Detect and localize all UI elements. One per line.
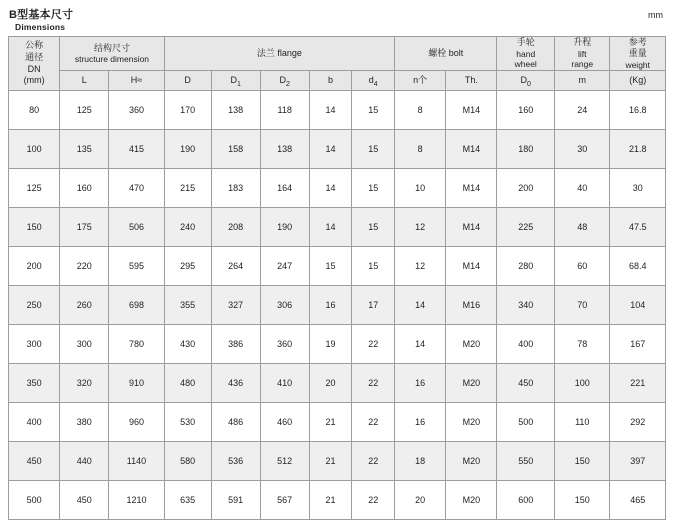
cell-m: 30 bbox=[555, 130, 610, 169]
cell-d4: 22 bbox=[352, 403, 395, 442]
cell-b: 21 bbox=[309, 403, 352, 442]
cell-dn: 400 bbox=[9, 403, 60, 442]
cell-D2: 118 bbox=[260, 91, 309, 130]
cell-H: 506 bbox=[109, 208, 164, 247]
cell-L: 300 bbox=[60, 325, 109, 364]
cell-b: 14 bbox=[309, 130, 352, 169]
cell-b: 14 bbox=[309, 169, 352, 208]
cell-m: 40 bbox=[555, 169, 610, 208]
header-dn: 公称 通径 DN (mm) bbox=[9, 37, 60, 91]
cell-bolt-count: 20 bbox=[395, 481, 446, 520]
cell-L: 220 bbox=[60, 247, 109, 286]
cell-kg: 16.8 bbox=[610, 91, 666, 130]
cell-b: 21 bbox=[309, 442, 352, 481]
cell-D2: 138 bbox=[260, 130, 309, 169]
cell-d4: 15 bbox=[352, 130, 395, 169]
cell-D1: 327 bbox=[211, 286, 260, 325]
header-m: m bbox=[555, 71, 610, 91]
header-D1: $D_1$ bbox=[211, 71, 260, 91]
cell-m: 110 bbox=[555, 403, 610, 442]
cell-bolt-count: 10 bbox=[395, 169, 446, 208]
header-flange: 法兰 flange bbox=[164, 37, 394, 71]
cell-D1: 158 bbox=[211, 130, 260, 169]
cell-D0: 280 bbox=[497, 247, 555, 286]
table-row bbox=[9, 169, 666, 208]
cell-kg: 397 bbox=[610, 442, 666, 481]
cell-D: 530 bbox=[164, 403, 211, 442]
cell-d4: 15 bbox=[352, 208, 395, 247]
cell-D0: 180 bbox=[497, 130, 555, 169]
cell-D2: 360 bbox=[260, 325, 309, 364]
table-row bbox=[9, 364, 666, 403]
header-weight: 参考 重量 weight bbox=[610, 37, 666, 71]
cell-m: 24 bbox=[555, 91, 610, 130]
cell-dn: 500 bbox=[9, 481, 60, 520]
table-row bbox=[9, 247, 666, 286]
cell-D: 355 bbox=[164, 286, 211, 325]
cell-d4: 17 bbox=[352, 286, 395, 325]
cell-kg: 68.4 bbox=[610, 247, 666, 286]
cell-thread: M14 bbox=[446, 208, 497, 247]
cell-thread: M20 bbox=[446, 403, 497, 442]
cell-D1: 486 bbox=[211, 403, 260, 442]
cell-D1: 386 bbox=[211, 325, 260, 364]
table-body bbox=[9, 91, 666, 520]
header-lift-range: 升程 lift range bbox=[555, 37, 610, 71]
cell-H: 595 bbox=[109, 247, 164, 286]
cell-H: 360 bbox=[109, 91, 164, 130]
cell-D0: 500 bbox=[497, 403, 555, 442]
cell-d4: 15 bbox=[352, 169, 395, 208]
cell-b: 15 bbox=[309, 247, 352, 286]
cell-H: 1210 bbox=[109, 481, 164, 520]
cell-L: 135 bbox=[60, 130, 109, 169]
table-row bbox=[9, 481, 666, 520]
cell-L: 380 bbox=[60, 403, 109, 442]
cell-D: 190 bbox=[164, 130, 211, 169]
cell-D2: 460 bbox=[260, 403, 309, 442]
cell-D0: 600 bbox=[497, 481, 555, 520]
cell-bolt-count: 16 bbox=[395, 403, 446, 442]
header-handwheel: 手轮 hand wheel bbox=[497, 37, 555, 71]
cell-bolt-count: 12 bbox=[395, 247, 446, 286]
cell-m: 60 bbox=[555, 247, 610, 286]
cell-dn: 350 bbox=[9, 364, 60, 403]
header-D2: $D_2$ bbox=[260, 71, 309, 91]
cell-L: 320 bbox=[60, 364, 109, 403]
cell-bolt-count: 14 bbox=[395, 325, 446, 364]
cell-D2: 512 bbox=[260, 442, 309, 481]
cell-H: 1140 bbox=[109, 442, 164, 481]
cell-dn: 80 bbox=[9, 91, 60, 130]
cell-D2: 247 bbox=[260, 247, 309, 286]
cell-L: 450 bbox=[60, 481, 109, 520]
cell-D1: 264 bbox=[211, 247, 260, 286]
cell-D0: 550 bbox=[497, 442, 555, 481]
table-row bbox=[9, 208, 666, 247]
cell-L: 160 bbox=[60, 169, 109, 208]
cell-H: 960 bbox=[109, 403, 164, 442]
header-bolt: 螺栓 bolt bbox=[395, 37, 497, 71]
cell-L: 260 bbox=[60, 286, 109, 325]
cell-D0: 225 bbox=[497, 208, 555, 247]
header-H: H≈ bbox=[109, 71, 164, 91]
cell-D1: 138 bbox=[211, 91, 260, 130]
cell-kg: 47.5 bbox=[610, 208, 666, 247]
cell-dn: 125 bbox=[9, 169, 60, 208]
cell-kg: 221 bbox=[610, 364, 666, 403]
dimensions-table bbox=[8, 36, 666, 520]
header-structure-dimension: 结构尺寸 structure dimension bbox=[60, 37, 165, 71]
cell-bolt-count: 12 bbox=[395, 208, 446, 247]
cell-thread: M14 bbox=[446, 169, 497, 208]
cell-bolt-count: 14 bbox=[395, 286, 446, 325]
cell-kg: 292 bbox=[610, 403, 666, 442]
cell-D1: 436 bbox=[211, 364, 260, 403]
table-row bbox=[9, 91, 666, 130]
cell-d4: 15 bbox=[352, 91, 395, 130]
header-sub-row bbox=[9, 71, 666, 91]
cell-b: 14 bbox=[309, 208, 352, 247]
cell-D2: 410 bbox=[260, 364, 309, 403]
cell-thread: M16 bbox=[446, 286, 497, 325]
cell-D0: 400 bbox=[497, 325, 555, 364]
cell-D: 170 bbox=[164, 91, 211, 130]
cell-dn: 300 bbox=[9, 325, 60, 364]
cell-D1: 183 bbox=[211, 169, 260, 208]
cell-dn: 150 bbox=[9, 208, 60, 247]
table-row bbox=[9, 403, 666, 442]
cell-bolt-count: 16 bbox=[395, 364, 446, 403]
cell-D0: 340 bbox=[497, 286, 555, 325]
cell-bolt-count: 8 bbox=[395, 130, 446, 169]
cell-b: 21 bbox=[309, 481, 352, 520]
cell-thread: M14 bbox=[446, 91, 497, 130]
cell-D: 580 bbox=[164, 442, 211, 481]
cell-m: 100 bbox=[555, 364, 610, 403]
cell-kg: 465 bbox=[610, 481, 666, 520]
cell-b: 16 bbox=[309, 286, 352, 325]
header-d4: $d_4$ bbox=[352, 71, 395, 91]
page-title-cn: B型基本尺寸 bbox=[9, 9, 74, 21]
cell-m: 78 bbox=[555, 325, 610, 364]
table-row bbox=[9, 442, 666, 481]
cell-d4: 22 bbox=[352, 325, 395, 364]
cell-D1: 536 bbox=[211, 442, 260, 481]
table-head bbox=[9, 37, 666, 91]
cell-D1: 591 bbox=[211, 481, 260, 520]
cell-H: 780 bbox=[109, 325, 164, 364]
header-group-row bbox=[9, 37, 666, 71]
header-D0: $D_0$ bbox=[497, 71, 555, 91]
table-row bbox=[9, 286, 666, 325]
cell-b: 19 bbox=[309, 325, 352, 364]
cell-D: 240 bbox=[164, 208, 211, 247]
cell-H: 910 bbox=[109, 364, 164, 403]
cell-b: 14 bbox=[309, 91, 352, 130]
cell-dn: 250 bbox=[9, 286, 60, 325]
cell-D: 295 bbox=[164, 247, 211, 286]
cell-D2: 567 bbox=[260, 481, 309, 520]
page-title bbox=[9, 6, 73, 32]
cell-m: 150 bbox=[555, 481, 610, 520]
cell-m: 150 bbox=[555, 442, 610, 481]
cell-D: 635 bbox=[164, 481, 211, 520]
cell-dn: 100 bbox=[9, 130, 60, 169]
table-row bbox=[9, 130, 666, 169]
cell-d4: 22 bbox=[352, 481, 395, 520]
cell-bolt-count: 18 bbox=[395, 442, 446, 481]
cell-D2: 190 bbox=[260, 208, 309, 247]
cell-thread: M20 bbox=[446, 325, 497, 364]
header-kg: (Kg) bbox=[610, 71, 666, 91]
header-thread: Th. bbox=[446, 71, 497, 91]
cell-m: 48 bbox=[555, 208, 610, 247]
cell-L: 125 bbox=[60, 91, 109, 130]
cell-D1: 208 bbox=[211, 208, 260, 247]
cell-thread: M14 bbox=[446, 247, 497, 286]
unit-label: mm bbox=[648, 10, 663, 20]
cell-dn: 450 bbox=[9, 442, 60, 481]
cell-D0: 200 bbox=[497, 169, 555, 208]
cell-d4: 22 bbox=[352, 442, 395, 481]
cell-kg: 167 bbox=[610, 325, 666, 364]
cell-H: 470 bbox=[109, 169, 164, 208]
page-title-en: Dimensions bbox=[15, 22, 66, 32]
cell-thread: M14 bbox=[446, 130, 497, 169]
header-L: L bbox=[60, 71, 109, 91]
cell-D2: 164 bbox=[260, 169, 309, 208]
cell-dn: 200 bbox=[9, 247, 60, 286]
cell-L: 175 bbox=[60, 208, 109, 247]
cell-D0: 450 bbox=[497, 364, 555, 403]
header-bolt-count: n个 bbox=[395, 71, 446, 91]
cell-kg: 21.8 bbox=[610, 130, 666, 169]
cell-L: 440 bbox=[60, 442, 109, 481]
cell-thread: M20 bbox=[446, 442, 497, 481]
cell-kg: 104 bbox=[610, 286, 666, 325]
cell-d4: 15 bbox=[352, 247, 395, 286]
cell-D: 480 bbox=[164, 364, 211, 403]
cell-D2: 306 bbox=[260, 286, 309, 325]
cell-D: 430 bbox=[164, 325, 211, 364]
cell-b: 20 bbox=[309, 364, 352, 403]
cell-kg: 30 bbox=[610, 169, 666, 208]
cell-m: 70 bbox=[555, 286, 610, 325]
cell-thread: M20 bbox=[446, 481, 497, 520]
cell-D: 215 bbox=[164, 169, 211, 208]
header-b: b bbox=[309, 71, 352, 91]
header-D: D bbox=[164, 71, 211, 91]
cell-d4: 22 bbox=[352, 364, 395, 403]
cell-bolt-count: 8 bbox=[395, 91, 446, 130]
title-row bbox=[8, 6, 666, 36]
cell-H: 415 bbox=[109, 130, 164, 169]
cell-D0: 160 bbox=[497, 91, 555, 130]
cell-thread: M20 bbox=[446, 364, 497, 403]
table-row bbox=[9, 325, 666, 364]
cell-H: 698 bbox=[109, 286, 164, 325]
